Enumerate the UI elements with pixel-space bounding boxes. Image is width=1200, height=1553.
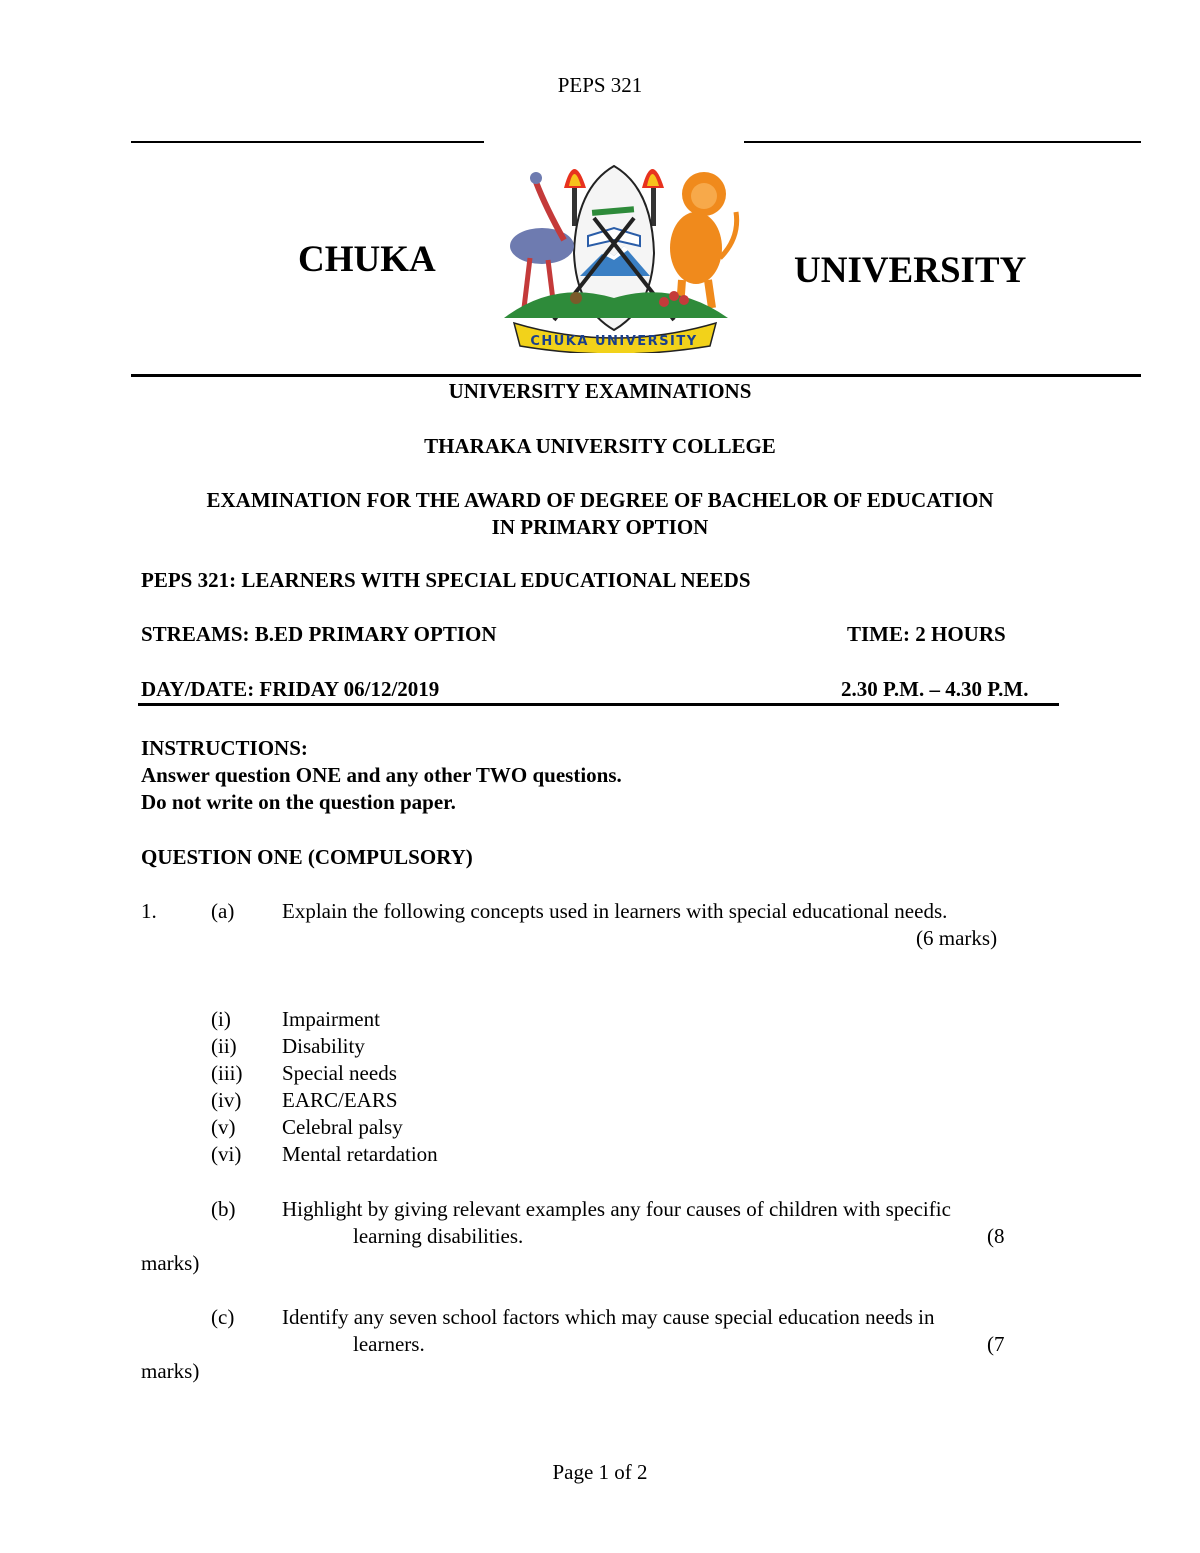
exam-details-divider [138, 703, 1059, 706]
university-name-right: UNIVERSITY [794, 250, 1027, 291]
sub-item-text: Special needs [282, 1061, 397, 1085]
part-a-text: Explain the following concepts used in learners with special educational needs. [282, 899, 948, 923]
question-one-heading: QUESTION ONE (COMPULSORY) [141, 845, 473, 869]
part-c-marks-close: marks) [141, 1359, 200, 1383]
instructions-line1: Answer question ONE and any other TWO questions. [141, 763, 622, 787]
part-a-label: (a) [211, 899, 235, 923]
instructions-heading: INSTRUCTIONS: [141, 736, 308, 760]
running-head: PEPS 321 [557, 73, 643, 97]
sub-item-text: EARC/EARS [282, 1088, 398, 1112]
sub-item-number: (iii) [211, 1061, 243, 1085]
lion-icon [670, 172, 737, 308]
sub-item-text: Disability [282, 1034, 365, 1058]
part-b-label: (b) [211, 1197, 236, 1221]
page-number: Page 1 of 2 [552, 1460, 648, 1484]
banner-text: CHUKA UNIVERSITY [530, 334, 698, 349]
question-number: 1. [141, 899, 157, 923]
sub-item-number: (ii) [211, 1034, 237, 1058]
part-b-marks-open: (8 [987, 1224, 1005, 1248]
day-date-label: DAY/DATE: FRIDAY 06/12/2019 [141, 677, 440, 701]
exam-title-line3a: EXAMINATION FOR THE AWARD OF DEGREE OF BACHELOR OF EDUCATION [206, 488, 994, 512]
part-a-marks: (6 marks) [916, 926, 998, 950]
sub-item-text: Celebral palsy [282, 1115, 403, 1139]
part-b-text-line2: learning disabilities. [353, 1224, 524, 1248]
part-c-text-line1: Identify any seven school factors which may cause special education needs in [282, 1305, 935, 1329]
part-b-marks-close: marks) [141, 1251, 200, 1275]
part-c-text-line2: learners. [353, 1332, 425, 1356]
sub-item-number: (iv) [211, 1088, 242, 1112]
time-label: TIME: 2 HOURS [847, 622, 1006, 646]
part-b-text-line1: Highlight by giving relevant examples any four causes of children with specific [282, 1197, 951, 1221]
sub-item-number: (v) [211, 1115, 236, 1139]
sub-item-text: Impairment [282, 1007, 380, 1031]
exam-title-line2: THARAKA UNIVERSITY COLLEGE [424, 434, 776, 458]
header-rule-left [131, 141, 484, 143]
sub-item-number: (i) [211, 1007, 231, 1031]
ostrich-icon [510, 172, 574, 308]
instructions-line2: Do not write on the question paper. [141, 790, 456, 814]
exam-hours-label: 2.30 P.M. – 4.30 P.M. [841, 677, 1029, 701]
header-rule-right [744, 141, 1141, 143]
part-c-label: (c) [211, 1305, 235, 1329]
header-divider [131, 374, 1141, 377]
university-crest-logo [484, 148, 744, 353]
university-name-left: CHUKA [298, 239, 436, 280]
streams-label: STREAMS: B.ED PRIMARY OPTION [141, 622, 497, 646]
sub-item-number: (vi) [211, 1142, 242, 1166]
sub-item-text: Mental retardation [282, 1142, 438, 1166]
exam-title-line3b: IN PRIMARY OPTION [491, 515, 709, 539]
part-c-marks-open: (7 [987, 1332, 1005, 1356]
course-title: PEPS 321: LEARNERS WITH SPECIAL EDUCATIONAL NEEDS [141, 568, 751, 592]
exam-title-line1: UNIVERSITY EXAMINATIONS [448, 379, 752, 403]
